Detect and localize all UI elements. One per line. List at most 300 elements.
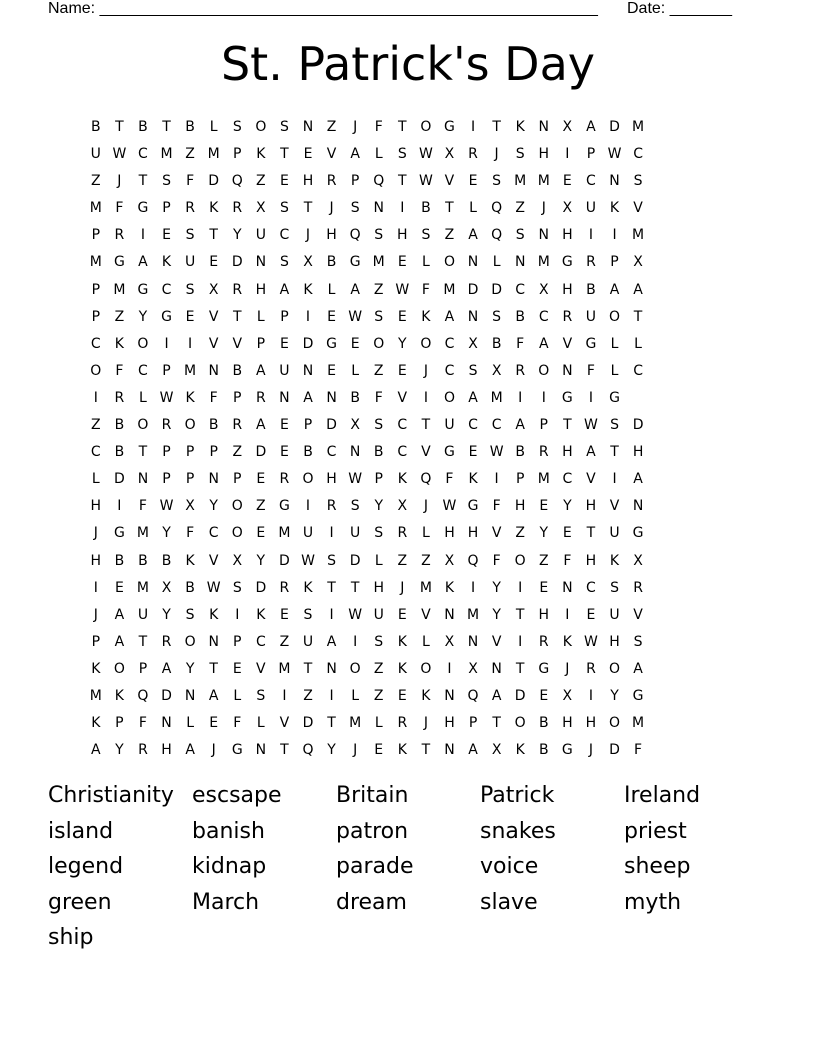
grid-letter: C (138, 362, 148, 379)
grid-letter: X (491, 742, 502, 759)
grid-letter: B (586, 281, 596, 298)
grid-letter: I (565, 606, 570, 623)
grid-letter: R (138, 742, 148, 759)
grid-letter: J (93, 606, 98, 623)
grid-letter: U (184, 254, 196, 271)
grid-letter: Q (420, 471, 432, 488)
grid-letter: E (539, 687, 549, 704)
grid-letter: P (233, 146, 242, 163)
date-label: Date: _______ (627, 0, 732, 17)
grid-letter: A (633, 660, 643, 677)
grid-letter: G (632, 687, 644, 704)
word-bank-row (48, 849, 768, 885)
grid-letter: Q (349, 227, 361, 244)
grid-letter: I (117, 498, 122, 515)
grid-row (84, 331, 650, 358)
grid-letter: K (397, 471, 407, 488)
grid-letter: B (421, 200, 431, 217)
grid-letter: T (586, 525, 596, 542)
grid-letter: E (114, 579, 124, 596)
grid-letter: V (491, 633, 502, 650)
grid-letter: J (565, 660, 570, 677)
grid-letter: A (208, 687, 219, 704)
grid-letter: G (113, 254, 125, 271)
grid-letter: O (608, 308, 621, 325)
grid-letter: T (138, 633, 148, 650)
grid-letter: L (186, 715, 194, 732)
grid-letter: I (588, 227, 593, 244)
grid-letter: A (114, 633, 125, 650)
grid-letter: P (515, 471, 525, 488)
grid-letter: N (491, 660, 502, 677)
grid-letter: N (444, 606, 455, 623)
grid-letter: C (90, 335, 101, 352)
grid-letter: I (305, 498, 311, 515)
grid-letter: L (256, 715, 265, 732)
grid-letter: L (421, 633, 430, 650)
grid-letter: T (398, 119, 407, 135)
grid-letter: P (350, 173, 360, 190)
grid-letter: I (565, 146, 570, 163)
grid-row (84, 439, 650, 466)
grid-letter: R (255, 389, 266, 406)
grid-letter: C (444, 335, 455, 352)
grid-letter: H (444, 715, 455, 732)
grid-row (84, 195, 650, 222)
grid-letter: J (423, 498, 428, 515)
grid-letter: K (397, 633, 407, 650)
grid-letter (626, 385, 650, 412)
grid-letter: H (609, 633, 620, 650)
grid-letter: T (115, 119, 124, 135)
grid-letter: D (609, 742, 620, 759)
grid-letter: D (208, 173, 220, 190)
grid-letter: A (114, 606, 125, 623)
grid-letter: E (303, 146, 313, 163)
grid-letter: V (633, 606, 643, 623)
grid-letter: C (444, 362, 455, 379)
grid-letter: T (421, 417, 431, 434)
grid-letter: A (515, 417, 525, 434)
grid-letter: C (397, 417, 408, 434)
grid-letter: F (374, 119, 383, 135)
grid-letter: P (185, 471, 195, 488)
grid-letter: S (162, 173, 171, 190)
grid-letter: P (586, 146, 596, 163)
grid-letter: V (633, 200, 643, 217)
grid-letter: C (90, 444, 101, 461)
grid-letter: N (632, 498, 644, 515)
grid-letter: Y (138, 308, 148, 325)
grid-letter: D (349, 552, 361, 569)
grid-letter: V (444, 173, 455, 190)
grid-letter: D (302, 335, 314, 352)
grid-letter: B (185, 579, 195, 596)
grid-letter: V (232, 335, 243, 352)
word-bank-word: voice (480, 854, 539, 880)
grid-letter: M (632, 227, 645, 244)
letter-grid (84, 114, 650, 764)
grid-letter: E (256, 471, 266, 488)
grid-letter: M (514, 173, 527, 190)
grid-letter: E (256, 525, 266, 542)
grid-letter: R (114, 389, 125, 406)
grid-letter: F (492, 498, 501, 515)
grid-letter: H (585, 552, 597, 569)
grid-letter: D (231, 254, 243, 271)
grid-letter: E (539, 579, 549, 596)
grid-letter: R (326, 173, 337, 190)
grid-letter: D (161, 687, 172, 704)
grid-letter: A (256, 362, 266, 379)
grid-letter: C (279, 227, 290, 244)
grid-letter: F (209, 389, 218, 406)
word-bank-word: slave (480, 889, 538, 915)
grid-letter: G (137, 200, 149, 217)
grid-letter: N (255, 742, 267, 759)
grid-letter: W (159, 498, 174, 515)
grid-letter: P (138, 660, 148, 677)
grid-letter: I (329, 606, 334, 623)
grid-letter: I (282, 687, 287, 704)
grid-letter: C (208, 525, 219, 542)
grid-letter: W (301, 552, 315, 569)
grid-letter: D (491, 281, 502, 298)
grid-letter: X (444, 146, 455, 163)
grid-letter: S (374, 308, 384, 325)
grid-row (84, 602, 650, 629)
grid-letter: H (373, 579, 384, 596)
grid-letter: O (184, 633, 196, 650)
grid-letter: M (372, 254, 385, 271)
grid-letter: Z (256, 173, 266, 190)
grid-letter: S (610, 579, 619, 596)
grid-letter: K (91, 715, 101, 732)
grid-row (84, 466, 650, 493)
word-bank-word: Patrick (480, 783, 555, 808)
grid-letter: D (255, 579, 267, 596)
grid-letter: R (633, 579, 643, 596)
grid-letter: G (585, 335, 597, 352)
grid-letter: W (584, 417, 598, 434)
grid-letter: S (279, 119, 289, 135)
grid-letter: L (469, 200, 477, 217)
grid-row (84, 493, 650, 520)
grid-letter: M (89, 687, 102, 704)
grid-letter: E (327, 362, 336, 379)
word-bank-word: parade (336, 854, 414, 880)
grid-letter: Z (421, 552, 431, 569)
grid-letter: H (585, 498, 597, 515)
grid-letter: I (400, 200, 405, 217)
grid-letter: H (255, 281, 267, 298)
grid-letter: Z (373, 362, 384, 379)
grid-letter: E (468, 444, 478, 461)
grid-letter: H (161, 742, 172, 759)
grid-letter: B (208, 417, 219, 434)
grid-letter: B (538, 742, 549, 759)
grid-letter: X (303, 254, 313, 271)
grid-letter: V (421, 444, 431, 461)
grid-letter: S (374, 633, 384, 650)
grid-letter: L (421, 525, 430, 542)
grid-letter: G (632, 525, 644, 542)
grid-letter: A (586, 444, 596, 461)
grid-letter: M (419, 579, 432, 596)
grid-letter: R (326, 498, 337, 515)
grid-letter: Y (115, 742, 124, 759)
grid-letter: X (538, 281, 549, 298)
grid-letter: V (421, 606, 431, 623)
grid-letter: B (326, 254, 337, 271)
grid-letter: K (515, 119, 525, 135)
grid-letter: C (255, 633, 266, 650)
grid-letter: N (538, 119, 550, 135)
grid-letter: Y (162, 606, 171, 623)
grid-letter: S (185, 606, 195, 623)
grid-letter: P (115, 715, 124, 732)
grid-letter: E (279, 606, 289, 623)
grid-letter: X (208, 281, 219, 298)
grid-letter: T (421, 742, 431, 759)
grid-letter: V (208, 552, 219, 569)
grid-letter: N (444, 742, 455, 759)
grid-letter: K (444, 579, 455, 596)
grid-letter: N (562, 579, 573, 596)
grid-letter: N (302, 119, 314, 135)
grid-letter: A (586, 119, 596, 135)
grid-letter: Z (373, 281, 384, 298)
grid-letter: Z (444, 227, 455, 244)
grid-letter: T (138, 444, 148, 461)
grid-letter: I (518, 579, 523, 596)
name-label: Name: ________________________________________________________ (48, 0, 598, 17)
grid-letter: D (279, 552, 290, 569)
grid-letter: Z (232, 444, 243, 461)
grid-letter: O (137, 335, 149, 352)
grid-letter: K (421, 687, 431, 704)
grid-letter: L (374, 146, 383, 163)
grid-letter: K (397, 660, 407, 677)
grid-letter: J (329, 200, 334, 217)
grid-letter: S (350, 200, 360, 217)
grid-letter: M (537, 254, 550, 271)
grid-letter: G (113, 525, 125, 542)
word-bank-word: Britain (336, 783, 409, 808)
grid-letter: Q (467, 552, 479, 569)
grid-letter: A (468, 227, 478, 244)
grid-letter: S (397, 146, 407, 163)
grid-letter: W (206, 579, 221, 596)
grid-letter: J (541, 200, 546, 217)
grid-letter: P (539, 417, 548, 434)
word-bank-word: island (48, 818, 114, 844)
grid-letter: N (161, 715, 172, 732)
grid-letter: L (492, 254, 501, 271)
grid-letter: L (91, 471, 100, 488)
grid-letter: V (208, 335, 219, 352)
grid-letter: Z (538, 552, 549, 569)
grid-letter: A (609, 281, 620, 298)
grid-letter: C (491, 417, 502, 434)
grid-letter: K (562, 633, 572, 650)
grid-letter: O (137, 417, 149, 434)
grid-letter: M (89, 200, 102, 217)
grid-letter: L (374, 552, 383, 569)
grid-letter: X (633, 254, 643, 271)
grid-letter: G (326, 335, 337, 352)
grid-letter: S (327, 552, 337, 569)
grid-row (84, 277, 650, 304)
grid-letter: R (279, 579, 290, 596)
grid-letter: C (161, 281, 172, 298)
grid-letter: O (184, 417, 196, 434)
grid-letter: C (468, 417, 478, 434)
grid-letter: E (539, 498, 549, 515)
grid-letter: I (164, 335, 169, 352)
grid-letter: E (279, 173, 289, 190)
grid-letter: A (444, 308, 455, 325)
grid-letter: H (326, 227, 337, 244)
grid-letter: T (492, 119, 501, 135)
grid-letter: E (562, 173, 572, 190)
grid-letter: D (255, 444, 267, 461)
grid-letter: W (584, 633, 598, 650)
grid-letter: L (634, 335, 642, 352)
grid-letter: O (113, 660, 125, 677)
grid-letter: P (91, 308, 101, 325)
grid-letter: S (279, 200, 289, 217)
grid-letter: A (468, 389, 478, 406)
grid-letter: J (423, 715, 428, 732)
grid-letter: I (423, 389, 428, 406)
grid-letter: T (515, 606, 525, 623)
grid-letter: K (303, 579, 313, 596)
grid-letter: U (350, 525, 361, 542)
grid-letter: Z (397, 552, 408, 569)
grid-letter: M (537, 173, 550, 190)
grid-letter: W (607, 146, 622, 163)
grid-letter: T (280, 742, 289, 759)
grid-letter: X (491, 362, 502, 379)
grid-letter: S (515, 227, 525, 244)
grid-letter: W (395, 281, 410, 298)
grid-letter: O (231, 525, 243, 542)
grid-letter: K (91, 660, 101, 677)
grid-letter: E (279, 444, 289, 461)
grid-letter: R (586, 254, 596, 271)
grid-letter: N (302, 362, 314, 379)
grid-letter: I (305, 308, 311, 325)
grid-letter: C (633, 146, 643, 163)
grid-letter: B (185, 119, 195, 135)
grid-letter: N (349, 444, 361, 461)
grid-letter: M (160, 146, 173, 163)
grid-letter: O (373, 335, 385, 352)
grid-letter: P (303, 417, 313, 434)
grid-letter: D (609, 119, 620, 135)
grid-letter: X (444, 552, 455, 569)
grid-letter: B (138, 119, 148, 135)
grid-letter: Y (563, 498, 572, 515)
grid-letter: P (374, 471, 383, 488)
word-bank-row (48, 814, 768, 850)
grid-letter: U (302, 633, 314, 650)
grid-letter: I (470, 579, 476, 596)
grid-letter: H (326, 471, 337, 488)
grid-letter: A (468, 742, 478, 759)
grid-letter: V (562, 335, 573, 352)
grid-letter: X (562, 687, 573, 704)
grid-letter: G (137, 281, 149, 298)
grid-letter: T (327, 579, 336, 596)
grid-letter: O (420, 660, 432, 677)
word-bank-word: ship (48, 925, 94, 951)
grid-letter: I (140, 227, 146, 244)
grid-letter: S (633, 633, 643, 650)
grid-letter: N (467, 633, 479, 650)
grid-letter: U (255, 227, 266, 244)
grid-letter: U (279, 362, 290, 379)
grid-letter: T (162, 119, 171, 135)
grid-letter: R (397, 715, 408, 732)
grid-letter: P (162, 200, 171, 217)
grid-letter: T (445, 200, 454, 217)
grid-letter: W (348, 471, 363, 488)
grid-letter: I (518, 633, 523, 650)
grid-letter: A (350, 281, 360, 298)
grid-letter: V (279, 715, 290, 732)
grid-letter: Q (491, 200, 503, 217)
grid-letter: X (161, 579, 172, 596)
grid-letter: V (326, 146, 337, 163)
grid-letter: W (442, 498, 457, 515)
grid-letter: Q (467, 687, 479, 704)
grid-letter: B (303, 444, 313, 461)
grid-letter: Z (90, 173, 101, 190)
grid-letter: S (303, 606, 313, 623)
grid-letter: P (91, 281, 101, 298)
grid-letter: A (91, 742, 101, 759)
grid-row (84, 222, 650, 249)
grid-letter: A (185, 742, 195, 759)
grid-letter: G (609, 389, 620, 406)
grid-letter: N (562, 362, 573, 379)
grid-letter: X (633, 552, 643, 569)
grid-row (84, 548, 650, 575)
grid-letter: T (209, 227, 218, 244)
grid-letter: N (279, 389, 290, 406)
grid-letter: V (586, 471, 596, 488)
grid-letter: X (350, 417, 360, 434)
grid-letter: I (588, 687, 593, 704)
grid-letter: L (351, 687, 360, 704)
grid-letter: O (420, 335, 432, 352)
grid-letter: X (562, 119, 573, 135)
grid-letter: O (255, 119, 267, 135)
grid-letter: S (421, 227, 431, 244)
grid-letter: C (633, 362, 643, 379)
grid-letter: L (421, 254, 430, 271)
grid-letter: U (90, 146, 101, 163)
grid-letter: A (633, 471, 643, 488)
grid-letter: M (490, 389, 503, 406)
grid-letter: B (90, 119, 101, 135)
grid-letter: S (515, 146, 525, 163)
grid-letter: X (444, 633, 455, 650)
grid-letter: T (232, 308, 242, 325)
grid-letter: M (278, 525, 291, 542)
